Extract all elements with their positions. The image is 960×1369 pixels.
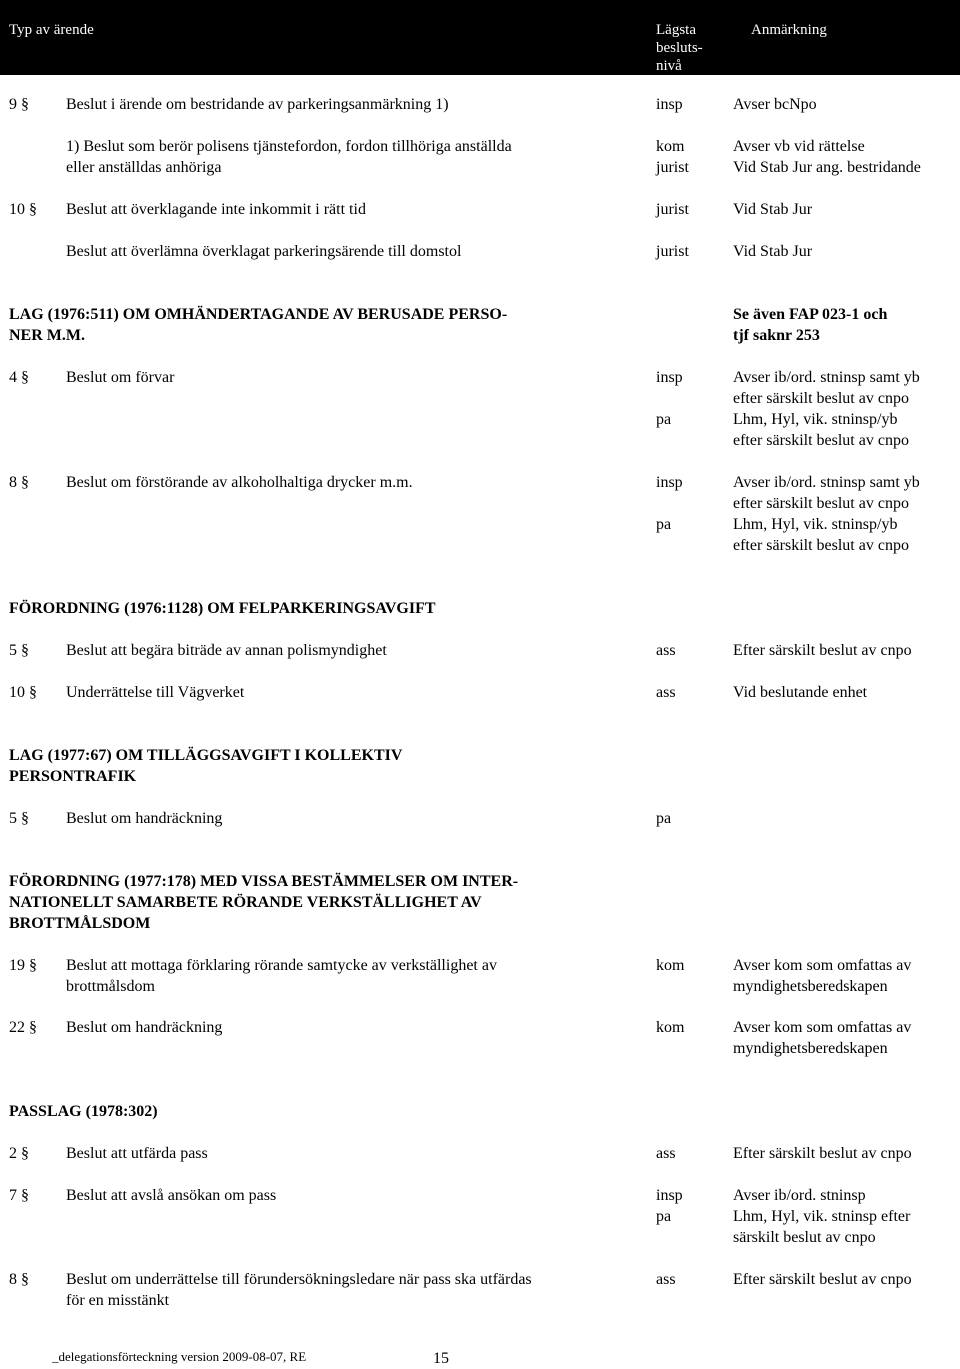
see-also-note: Se även FAP 023-1 och (733, 306, 888, 323)
row-description: Beslut att utfärda pass (66, 1145, 208, 1162)
row-note: efter särskilt beslut av cnpo (733, 390, 909, 407)
row-note: myndighetsberedskapen (733, 1040, 888, 1057)
column-header-type: Typ av ärende (9, 22, 94, 38)
row-description: Beslut om förvar (66, 369, 175, 386)
row-note: Vid Stab Jur (733, 201, 813, 218)
row-level: jurist (656, 243, 689, 260)
row-note: efter särskilt beslut av cnpo (733, 495, 909, 512)
row-note: Avser ib/ord. stninsp samt yb (733, 369, 920, 386)
row-description: Beslut att begära biträde av annan polismyndighet (66, 642, 387, 659)
row-description: Beslut att mottaga förklaring rörande samtycke av verkställighet av (66, 957, 497, 974)
row-level: kom (656, 957, 685, 974)
row-description: Beslut om förstörande av alkoholhaltiga drycker m.m. (66, 474, 413, 491)
row-description: eller anställdas anhöriga (66, 159, 222, 176)
row-description: Beslut om handräckning (66, 1019, 223, 1036)
row-level: pa (656, 1208, 672, 1225)
row-level: jurist (656, 201, 689, 218)
row-description: Beslut att avslå ansökan om pass (66, 1187, 277, 1204)
row-level: kom (656, 1019, 685, 1036)
row-note: Avser bcNpo (733, 96, 817, 113)
column-header-note: Anmärkning (751, 22, 827, 38)
section-heading: LAG (1977:67) OM TILLÄGGSAVGIFT I KOLLEKTIV (9, 747, 403, 764)
row-level: ass (656, 1145, 676, 1162)
section-number: 9 § (9, 96, 29, 113)
row-note: Efter särskilt beslut av cnpo (733, 1271, 912, 1288)
section-heading: FÖRORDNING (1977:178) MED VISSA BESTÄMMELSER OM INTER- (9, 873, 519, 890)
row-level: ass (656, 684, 676, 701)
row-description: Beslut om handräckning (66, 810, 223, 827)
row-level: pa (656, 516, 672, 533)
see-also-note: tjf saknr 253 (733, 327, 820, 344)
row-note: Vid Stab Jur ang. bestridande (733, 159, 921, 176)
row-description: för en misstänkt (66, 1292, 170, 1309)
row-level: ass (656, 1271, 676, 1288)
row-description: Beslut i ärende om bestridande av parkeringsanmärkning 1) (66, 96, 449, 113)
row-description: Underrättelse till Vägverket (66, 684, 245, 701)
section-number: 8 § (9, 1271, 29, 1288)
column-header-level-line2: besluts- (656, 40, 703, 56)
section-heading: LAG (1976:511) OM OMHÄNDERTAGANDE AV BERUSADE PERSO- (9, 306, 508, 323)
row-note: efter särskilt beslut av cnpo (733, 432, 909, 449)
section-number: 10 § (9, 201, 37, 218)
section-number: 2 § (9, 1145, 29, 1162)
row-note: Avser vb vid rättelse (733, 138, 865, 155)
section-number: 10 § (9, 684, 37, 701)
page-number: 15 (433, 1350, 449, 1367)
row-level: insp (656, 474, 683, 491)
row-level: kom (656, 138, 685, 155)
row-note: Lhm, Hyl, vik. stninsp efter (733, 1208, 911, 1225)
row-level: pa (656, 411, 672, 428)
section-number: 5 § (9, 810, 29, 827)
row-description: Beslut om underrättelse till förundersökningsledare när pass ska utfärdas (66, 1271, 532, 1288)
row-level: insp (656, 369, 683, 386)
row-level: ass (656, 642, 676, 659)
section-number: 8 § (9, 474, 29, 491)
row-level: insp (656, 1187, 683, 1204)
row-note: Lhm, Hyl, vik. stninsp/yb (733, 516, 898, 533)
section-number: 5 § (9, 642, 29, 659)
column-header-level-line3: nivå (656, 58, 682, 74)
section-heading: PERSONTRAFIK (9, 768, 137, 785)
row-note: myndighetsberedskapen (733, 978, 888, 995)
row-description: 1) Beslut som berör polisens tjänstefordon, fordon tillhöriga anställda (66, 138, 512, 155)
row-description: Beslut att överlämna överklagat parkeringsärende till domstol (66, 243, 462, 260)
row-level: jurist (656, 159, 689, 176)
row-note: Lhm, Hyl, vik. stninsp/yb (733, 411, 898, 428)
column-header-level (656, 21, 726, 75)
row-note: Avser ib/ord. stninsp (733, 1187, 866, 1204)
section-heading: FÖRORDNING (1976:1128) OM FELPARKERINGSAVGIFT (9, 600, 436, 617)
row-level: pa (656, 810, 672, 827)
footer-version: _delegationsförteckning version 2009-08-07, RE (52, 1349, 307, 1364)
section-number: 7 § (9, 1187, 29, 1204)
section-number: 22 § (9, 1019, 37, 1036)
row-note: efter särskilt beslut av cnpo (733, 537, 909, 554)
section-heading: PASSLAG (1978:302) (9, 1103, 158, 1120)
section-number: 4 § (9, 369, 29, 386)
row-note: Efter särskilt beslut av cnpo (733, 1145, 912, 1162)
row-description: Beslut att överklagande inte inkommit i rätt tid (66, 201, 366, 218)
row-note: Vid Stab Jur (733, 243, 813, 260)
row-note: Avser ib/ord. stninsp samt yb (733, 474, 920, 491)
section-heading: NER M.M. (9, 327, 85, 344)
row-note: Vid beslutande enhet (733, 684, 868, 701)
table-header (0, 0, 960, 75)
row-note: Avser kom som omfattas av (733, 957, 912, 974)
section-heading: BROTTMÅLSDOM (9, 915, 151, 932)
row-note: Efter särskilt beslut av cnpo (733, 642, 912, 659)
column-header-level-line1: Lägsta (656, 22, 696, 38)
section-heading: NATIONELLT SAMARBETE RÖRANDE VERKSTÄLLIGHET AV (9, 894, 482, 911)
row-description: brottmålsdom (66, 978, 155, 995)
section-number: 19 § (9, 957, 37, 974)
row-note: särskilt beslut av cnpo (733, 1229, 876, 1246)
row-note: Avser kom som omfattas av (733, 1019, 912, 1036)
row-level: insp (656, 96, 683, 113)
